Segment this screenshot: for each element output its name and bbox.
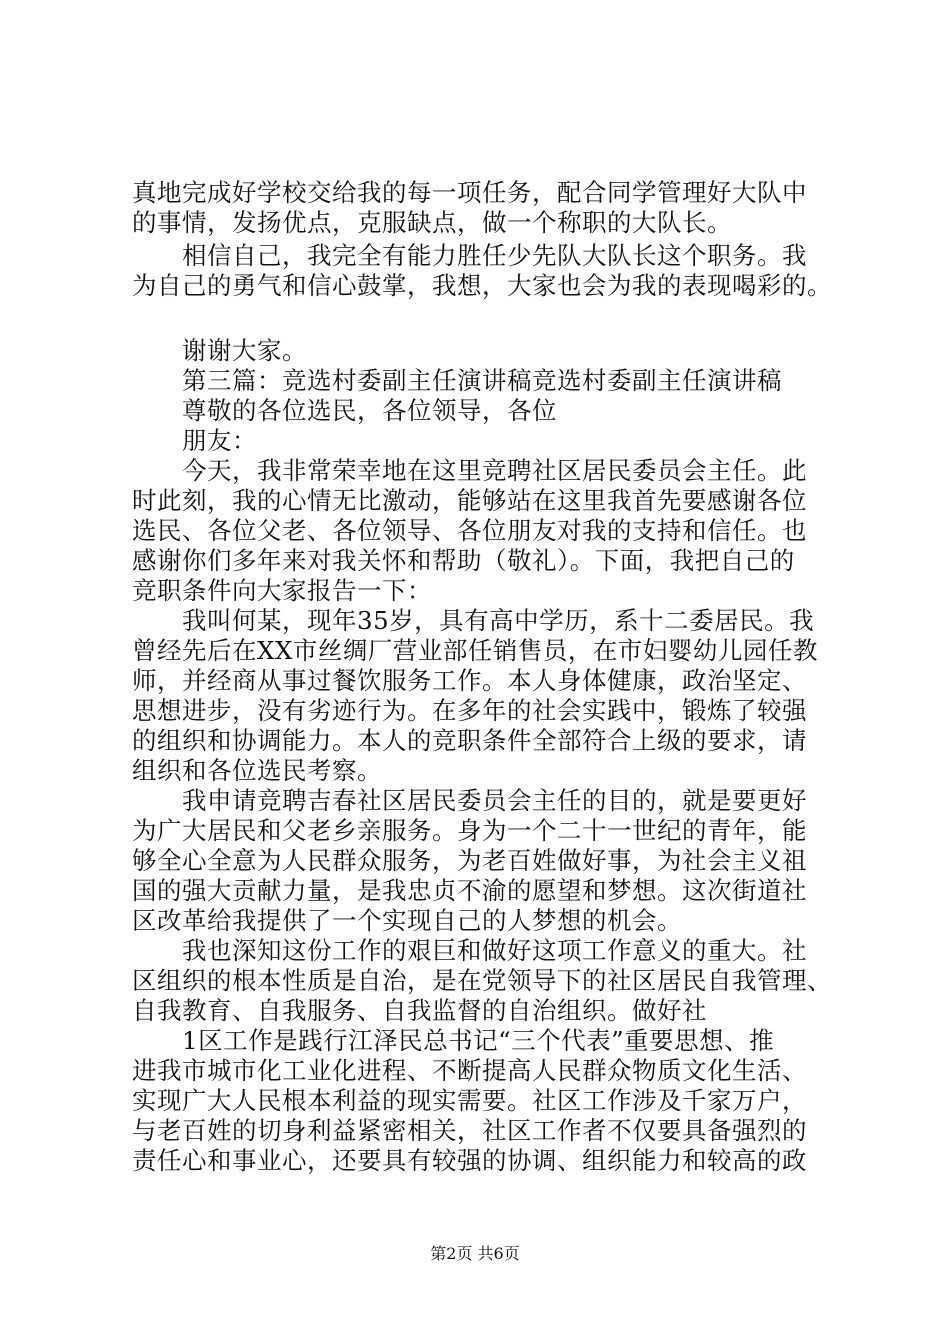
text-line: 我申请竞聘吉春社区居民委员会主任的目的，就是要更好	[132, 786, 807, 815]
text-line: 进我市城市化工业化进程、不断提高人民群众物质文化生活、	[132, 1056, 807, 1085]
text-line: 竞职条件向大家报告一下：	[132, 576, 432, 605]
text-line: 区组织的根本性质是自治，是在党领导下的社区居民自我管理、	[132, 966, 832, 995]
text-line: 谢谢大家。	[132, 336, 307, 365]
text-line: 实现广大人民根本利益的现实需要。社区工作涉及千家万户，	[132, 1086, 807, 1115]
text-line: 师，并经商从事过餐饮服务工作。本人身体健康，政治坚定、	[132, 666, 807, 695]
text-line: 我也深知这份工作的艰巨和做好这项工作意义的重大。社	[132, 936, 807, 965]
text-line: 的事情，发扬优点，克服缺点，做一个称职的大队长。	[132, 208, 732, 237]
text-line: 尊敬的各位选民，各位领导，各位	[132, 396, 557, 425]
text-line: 责任心和事业心，还要具有较强的协调、组织能力和较高的政	[132, 1146, 807, 1175]
text-line: 真地完成好学校交给我的每一项任务，配合同学管理好大队中	[132, 178, 807, 207]
section-heading: 第三篇：竞选村委副主任演讲稿竞选村委副主任演讲稿	[132, 366, 782, 395]
text-line: 1区工作是践行江泽民总书记“三个代表”重要思想、推	[132, 1026, 775, 1055]
text-line: 区改革给我提供了一个实现自己的人梦想的机会。	[132, 906, 682, 935]
page-footer: 第2页 共6页	[430, 1244, 520, 1263]
text-line: 今天，我非常荣幸地在这里竞聘社区居民委员会主任。此	[132, 456, 807, 485]
text-line: 组织和各位选民考察。	[132, 756, 382, 785]
text-line: 感谢你们多年来对我关怀和帮助（敬礼）。下面，我把自己的	[132, 546, 795, 575]
text-line: 自我教育、自我服务、自我监督的自治组织。做好社	[132, 996, 707, 1025]
text-line: 为广大居民和父老乡亲服务。身为一个二十一世纪的青年，能	[132, 816, 807, 845]
text-line: 与老百姓的切身利益紧密相关，社区工作者不仅要具备强烈的	[132, 1116, 807, 1145]
text-line: 够全心全意为人民群众服务，为老百姓做好事，为社会主义祖	[132, 846, 807, 875]
text-line: 为自己的勇气和信心鼓掌，我想，大家也会为我的表现喝彩的。	[132, 271, 832, 300]
text-line: 我叫何某，现年35岁，具有高中学历，系十二委居民。我	[132, 606, 815, 635]
text-line: 思想进步，没有劣迹行为。在多年的社会实践中，锻炼了较强	[132, 696, 807, 725]
text-line: 相信自己，我完全有能力胜任少先队大队长这个职务。我	[132, 241, 807, 270]
text-line: 的组织和协调能力。本人的竞职条件全部符合上级的要求，请	[132, 726, 807, 755]
text-line: 国的强大贡献力量，是我忠贞不渝的愿望和梦想。这次街道社	[132, 876, 807, 905]
text-line: 时此刻，我的心情无比激动，能够站在这里我首先要感谢各位	[132, 486, 807, 515]
text-line: 朋友：	[132, 426, 257, 455]
text-line: 选民、各位父老、各位领导、各位朋友对我的支持和信任。也	[132, 516, 807, 545]
text-line: 曾经先后在XX市丝绸厂营业部任销售员，在市妇婴幼儿园任教	[132, 636, 818, 665]
